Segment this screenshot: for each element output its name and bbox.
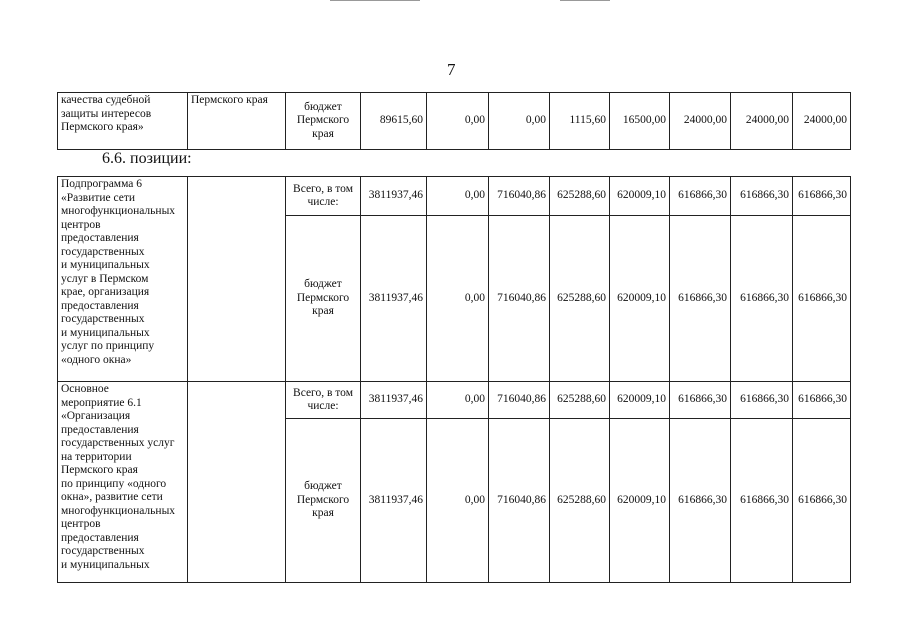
value-cell: 616866,30	[793, 177, 851, 216]
value-cell: 3811937,46	[361, 419, 427, 583]
value-cell: 616866,30	[731, 216, 793, 382]
funding-source-cell: Всего, в том числе:	[286, 177, 361, 216]
value-cell: 616866,30	[670, 177, 731, 216]
value-cell: 0,00	[427, 419, 489, 583]
value-cell: 716040,86	[489, 382, 550, 419]
executor-cell	[188, 177, 286, 382]
value-cell: 3811937,46	[361, 177, 427, 216]
section-heading: 6.6. позиции:	[102, 150, 192, 167]
value-cell: 616866,30	[793, 382, 851, 419]
value-cell: 625288,60	[550, 216, 610, 382]
table-row	[58, 177, 851, 216]
positions-table	[57, 176, 851, 583]
value-cell: 16500,00	[610, 93, 670, 150]
table-row	[58, 382, 851, 419]
value-cell: 616866,30	[670, 216, 731, 382]
value-cell: 0,00	[427, 93, 489, 150]
value-cell: 620009,10	[610, 419, 670, 583]
scan-edge-mark	[560, 0, 610, 1]
value-cell: 89615,60	[361, 93, 427, 150]
value-cell: 616866,30	[793, 216, 851, 382]
value-cell: 616866,30	[670, 382, 731, 419]
table-row	[58, 93, 851, 150]
executor-cell	[188, 382, 286, 583]
executor-cell: Пермского края	[188, 93, 286, 150]
value-cell: 625288,60	[550, 382, 610, 419]
funding-source-cell: Всего, в том числе:	[286, 382, 361, 419]
value-cell: 620009,10	[610, 382, 670, 419]
value-cell: 0,00	[427, 216, 489, 382]
funding-source-cell: бюджет Пермского края	[286, 216, 361, 382]
scan-edge-mark	[330, 0, 420, 1]
value-cell: 24000,00	[731, 93, 793, 150]
value-cell: 24000,00	[670, 93, 731, 150]
value-cell: 620009,10	[610, 177, 670, 216]
value-cell: 716040,86	[489, 216, 550, 382]
value-cell: 716040,86	[489, 419, 550, 583]
value-cell: 1115,60	[550, 93, 610, 150]
value-cell: 716040,86	[489, 177, 550, 216]
value-cell: 616866,30	[731, 382, 793, 419]
value-cell: 616866,30	[731, 419, 793, 583]
value-cell: 3811937,46	[361, 216, 427, 382]
value-cell: 3811937,46	[361, 382, 427, 419]
funding-source-cell: бюджет Пермского края	[286, 419, 361, 583]
value-cell: 0,00	[427, 177, 489, 216]
value-cell: 616866,30	[731, 177, 793, 216]
page-number: 7	[447, 60, 456, 79]
program-name-cell: Основное мероприятие 6.1 «Организация предоставления государственных услуг на территории Пермского края по принципу «одного окна», развитие сети многофункциональных центров предоставления государственных и муниципальных	[58, 382, 188, 583]
value-cell: 0,00	[427, 382, 489, 419]
program-name-cell: качества судебной защиты интересов Пермского края»	[58, 93, 188, 150]
value-cell: 24000,00	[793, 93, 851, 150]
value-cell: 616866,30	[670, 419, 731, 583]
continued-table	[57, 92, 851, 150]
value-cell: 620009,10	[610, 216, 670, 382]
value-cell: 625288,60	[550, 177, 610, 216]
value-cell: 0,00	[489, 93, 550, 150]
funding-source-cell: бюджет Пермского края	[286, 93, 361, 150]
value-cell: 616866,30	[793, 419, 851, 583]
program-name-cell: Подпрограмма 6 «Развитие сети многофункциональных центров предоставления государственных и муниципальных услуг в Пермском крае, организация предоставления государственных и муниципальных услуг по принципу «одного окна»	[58, 177, 188, 382]
value-cell: 625288,60	[550, 419, 610, 583]
